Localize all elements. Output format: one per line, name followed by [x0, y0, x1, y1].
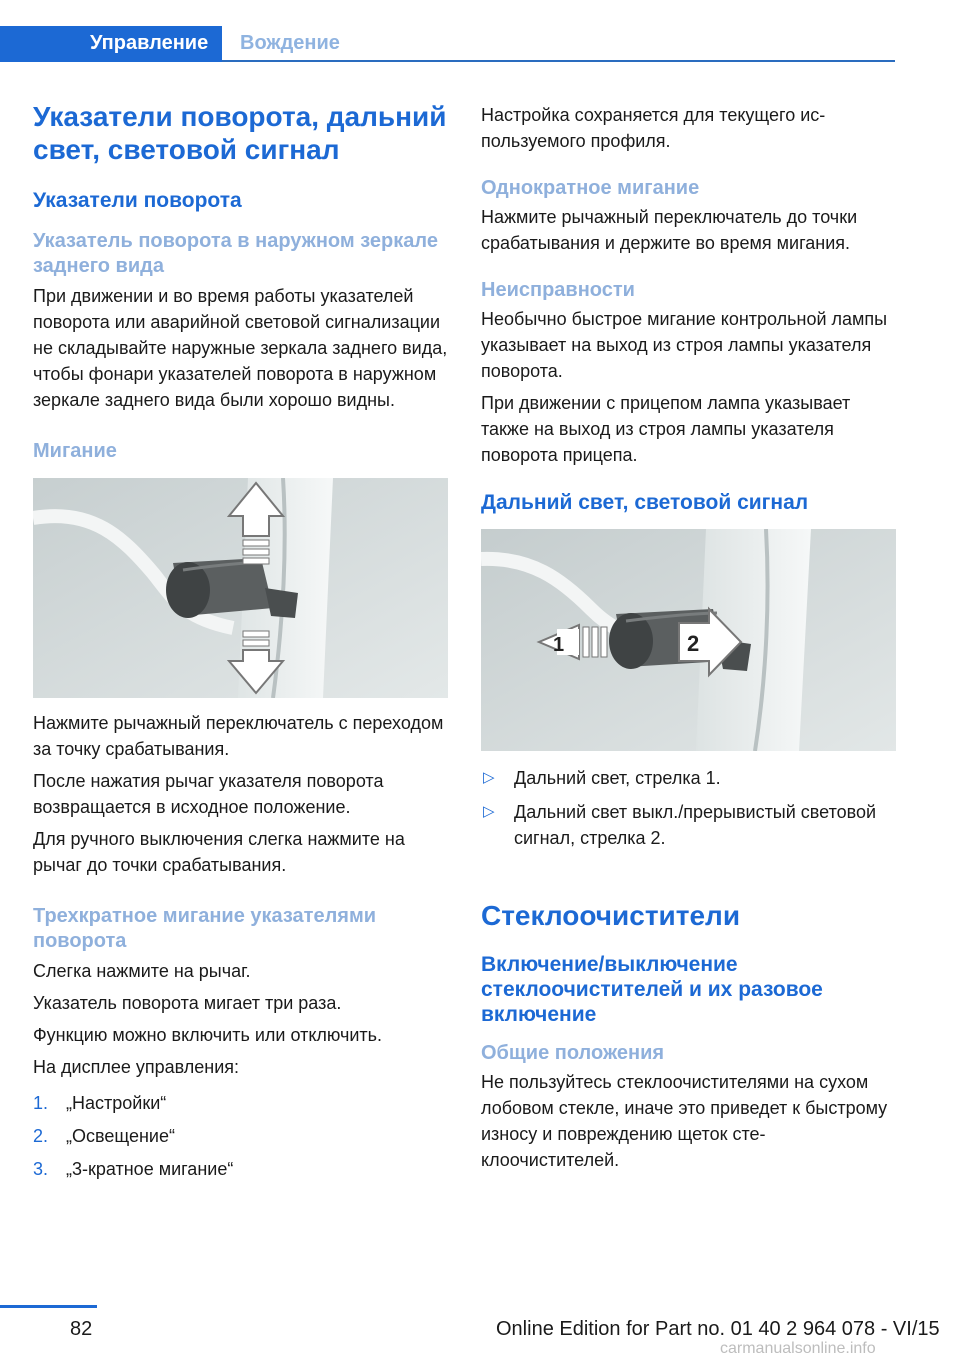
triangle-bullet-icon: ▷: [483, 769, 495, 786]
figure-high-beam-lever: [481, 529, 896, 751]
paragraph-mirror: При движении и во время работы указателей поворота или аварийной световой сигнализации не складывайте наружные зеркала заднего вида, чтобы фонари указателей поворота в наружном зеркале заднего вида были хорошо видны.: [33, 286, 448, 410]
paragraph-general: Не пользуйтесь стеклоочистителями на сухом лобовом стекле, иначе это приведет к быстрому износу и повреждению щеток стеклоочистителей.: [481, 1072, 888, 1170]
steps-list: [33, 1090, 448, 1182]
list-item: [33, 1156, 448, 1182]
paragraph-flash-3: Для ручного выключения слегка нажмите на рычаг до точки срабатывания.: [33, 829, 405, 875]
heading-high-beam: Дальний свет, световой сигнал: [481, 491, 809, 514]
tab-driving[interactable]: Вождение: [240, 32, 340, 54]
paragraph-saved: Настройка сохраняется для текущего используемого профиля.: [481, 105, 826, 151]
header-tabs: [0, 26, 895, 62]
paragraph-fault-1: Необычно быстрое мигание контрольной лампы указывает на выход из строя лампы указателя поворота.: [481, 309, 888, 381]
paragraph-single: Нажмите рычажный переключатель до точки срабатывания и держите во время мигания.: [481, 207, 858, 253]
list-text: „3-кратное мигание“: [66, 1159, 234, 1179]
list-item: [33, 1090, 448, 1116]
list-text: „Настройки“: [66, 1093, 167, 1113]
heading-turn-signals: Указатели поворота: [33, 189, 242, 212]
heading-malfunctions: Неисправности: [481, 279, 635, 301]
list-number: 1.: [33, 1093, 49, 1113]
page-title: Указатели поворота, дальний свет, световой сигнал: [33, 101, 447, 165]
left-column: [33, 100, 448, 1182]
heading-general: Общие положения: [481, 1042, 665, 1064]
heading-wipers: Стеклоочистители: [481, 900, 741, 931]
right-column: [481, 102, 896, 1173]
heading-wipers-on-off: Включение/выключение стеклоочистителей и их разовое включение: [481, 953, 823, 1026]
list-item: [481, 799, 896, 851]
paragraph-triple-2: Указатель поворота мигает три раза.: [33, 993, 342, 1013]
heading-flashing: Мигание: [33, 440, 117, 462]
paragraph-flash-1: Нажмите рычажный переключатель с переходом за точку срабатывания.: [33, 713, 444, 759]
heading-single-flash: Однократное мигание: [481, 177, 700, 199]
tab-controls[interactable]: Управление: [0, 26, 222, 62]
paragraph-triple-3: Функцию можно включить или отключить.: [33, 1025, 383, 1045]
paragraph-triple-1: Слегка нажмите на рычаг.: [33, 961, 251, 981]
list-number: 3.: [33, 1159, 49, 1179]
label-arrow-2: 2: [687, 631, 700, 656]
edition-info: Online Edition for Part no. 01 40 2 964 078 - VI/15: [496, 1318, 940, 1340]
footer-rule: [0, 1305, 97, 1308]
list-text: Дальний свет, стрелка 1.: [514, 768, 721, 788]
paragraph-flash-2: После нажатия рычаг указателя поворота возвращается в исходное положение.: [33, 771, 384, 817]
heading-triple-flash: Трехкратное мигание указателями поворота: [33, 905, 377, 952]
list-item: [33, 1123, 448, 1149]
label-arrow-1: 1: [553, 634, 565, 656]
list-item: [481, 765, 896, 791]
list-number: 2.: [33, 1126, 49, 1146]
list-text: Дальний свет выкл./прерывистый световой сигнал, стрелка 2.: [514, 802, 877, 848]
page-number: 82: [70, 1318, 93, 1340]
paragraph-fault-2: При движении с прицепом лампа указывает также на выход из строя лампы указателя поворота прицепа.: [481, 393, 851, 465]
paragraph-triple-4: На дисплее управления:: [33, 1057, 240, 1077]
watermark: carmanualsonline.info: [720, 1340, 876, 1357]
high-beam-list: [481, 765, 896, 851]
triangle-bullet-icon: ▷: [483, 803, 495, 820]
list-text: „Освещение“: [66, 1126, 175, 1146]
figure-turn-lever: [33, 478, 448, 698]
heading-mirror-signal: Указатель поворота в наружном зеркале заднего вида: [33, 230, 438, 277]
